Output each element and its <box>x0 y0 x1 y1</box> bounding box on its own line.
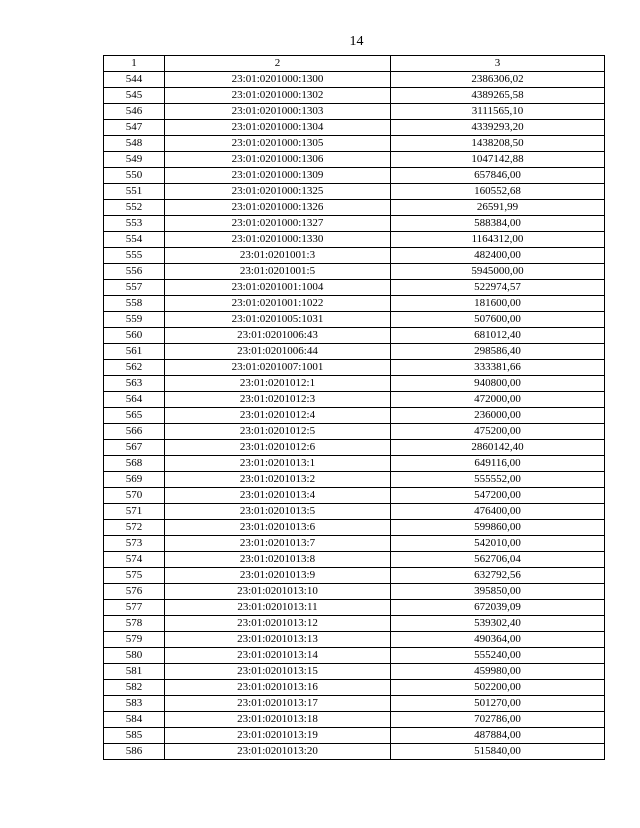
value-cell: 940800,00 <box>391 376 605 392</box>
value-cell: 657846,00 <box>391 168 605 184</box>
table-row <box>104 712 605 728</box>
table-row <box>104 440 605 456</box>
row-number-cell: 567 <box>104 440 165 456</box>
row-number-cell: 549 <box>104 152 165 168</box>
row-number-cell: 552 <box>104 200 165 216</box>
cadastral-number-cell: 23:01:0201013:19 <box>165 728 391 744</box>
row-number-cell: 545 <box>104 88 165 104</box>
table-row <box>104 552 605 568</box>
table-row <box>104 728 605 744</box>
value-cell: 395850,00 <box>391 584 605 600</box>
value-cell: 507600,00 <box>391 312 605 328</box>
value-cell: 539302,40 <box>391 616 605 632</box>
table-row <box>104 696 605 712</box>
page-number: 14 <box>349 34 364 49</box>
table-row <box>104 600 605 616</box>
table-row <box>104 328 605 344</box>
row-number-cell: 561 <box>104 344 165 360</box>
row-number-cell: 554 <box>104 232 165 248</box>
value-cell: 298586,40 <box>391 344 605 360</box>
value-cell: 181600,00 <box>391 296 605 312</box>
value-cell: 4389265,58 <box>391 88 605 104</box>
row-number-cell: 558 <box>104 296 165 312</box>
row-number-cell: 564 <box>104 392 165 408</box>
row-number-cell: 569 <box>104 472 165 488</box>
cadastral-number-cell: 23:01:0201013:12 <box>165 616 391 632</box>
row-number-cell: 571 <box>104 504 165 520</box>
cadastral-number-cell: 23:01:0201013:9 <box>165 568 391 584</box>
table-row <box>104 168 605 184</box>
table-row <box>104 568 605 584</box>
row-number-cell: 568 <box>104 456 165 472</box>
value-cell: 459980,00 <box>391 664 605 680</box>
header-col-3: 3 <box>391 56 605 72</box>
cadastral-number-cell: 23:01:0201013:11 <box>165 600 391 616</box>
table-row <box>104 584 605 600</box>
table-row <box>104 120 605 136</box>
value-cell: 672039,09 <box>391 600 605 616</box>
cadastral-number-cell: 23:01:0201007:1001 <box>165 360 391 376</box>
row-number-cell: 583 <box>104 696 165 712</box>
row-number-cell: 563 <box>104 376 165 392</box>
row-number-cell: 565 <box>104 408 165 424</box>
cadastral-number-cell: 23:01:0201013:5 <box>165 504 391 520</box>
cadastral-number-cell: 23:01:0201013:4 <box>165 488 391 504</box>
table-row <box>104 744 605 760</box>
cadastral-number-cell: 23:01:0201000:1326 <box>165 200 391 216</box>
cadastral-number-cell: 23:01:0201006:44 <box>165 344 391 360</box>
table-row <box>104 72 605 88</box>
value-cell: 632792,56 <box>391 568 605 584</box>
row-number-cell: 574 <box>104 552 165 568</box>
cadastral-number-cell: 23:01:0201000:1330 <box>165 232 391 248</box>
row-number-cell: 581 <box>104 664 165 680</box>
row-number-cell: 544 <box>104 72 165 88</box>
table-row <box>104 408 605 424</box>
row-number-cell: 577 <box>104 600 165 616</box>
table-row <box>104 136 605 152</box>
table-row <box>104 312 605 328</box>
row-number-cell: 575 <box>104 568 165 584</box>
table-row <box>104 488 605 504</box>
cadastral-number-cell: 23:01:0201013:1 <box>165 456 391 472</box>
table-row <box>104 344 605 360</box>
value-cell: 472000,00 <box>391 392 605 408</box>
table-row <box>104 200 605 216</box>
cadastral-number-cell: 23:01:0201000:1302 <box>165 88 391 104</box>
header-col-1: 1 <box>104 56 165 72</box>
row-number-cell: 547 <box>104 120 165 136</box>
cadastral-number-cell: 23:01:0201000:1325 <box>165 184 391 200</box>
value-cell: 1164312,00 <box>391 232 605 248</box>
table-row <box>104 456 605 472</box>
row-number-cell: 557 <box>104 280 165 296</box>
cadastral-number-cell: 23:01:0201006:43 <box>165 328 391 344</box>
cadastral-number-cell: 23:01:0201013:2 <box>165 472 391 488</box>
cadastral-number-cell: 23:01:0201013:20 <box>165 744 391 760</box>
row-number-cell: 546 <box>104 104 165 120</box>
value-cell: 702786,00 <box>391 712 605 728</box>
value-cell: 160552,68 <box>391 184 605 200</box>
value-cell: 555552,00 <box>391 472 605 488</box>
table-row <box>104 264 605 280</box>
cadastral-number-cell: 23:01:0201000:1304 <box>165 120 391 136</box>
cadastral-number-cell: 23:01:0201012:5 <box>165 424 391 440</box>
value-cell: 5945000,00 <box>391 264 605 280</box>
cadastral-number-cell: 23:01:0201000:1306 <box>165 152 391 168</box>
value-cell: 501270,00 <box>391 696 605 712</box>
table-row <box>104 648 605 664</box>
cadastral-number-cell: 23:01:0201013:13 <box>165 632 391 648</box>
row-number-cell: 553 <box>104 216 165 232</box>
value-cell: 515840,00 <box>391 744 605 760</box>
value-cell: 562706,04 <box>391 552 605 568</box>
cadastral-number-cell: 23:01:0201012:4 <box>165 408 391 424</box>
cadastral-number-cell: 23:01:0201013:10 <box>165 584 391 600</box>
value-cell: 1438208,50 <box>391 136 605 152</box>
cadastral-number-cell: 23:01:0201005:1031 <box>165 312 391 328</box>
value-cell: 482400,00 <box>391 248 605 264</box>
row-number-cell: 556 <box>104 264 165 280</box>
table-row <box>104 472 605 488</box>
table-row <box>104 88 605 104</box>
row-number-cell: 566 <box>104 424 165 440</box>
value-cell: 26591,99 <box>391 200 605 216</box>
table-row <box>104 248 605 264</box>
row-number-cell: 572 <box>104 520 165 536</box>
table-row <box>104 616 605 632</box>
table-row <box>104 184 605 200</box>
row-number-cell: 584 <box>104 712 165 728</box>
value-cell: 547200,00 <box>391 488 605 504</box>
cadastral-number-cell: 23:01:0201013:18 <box>165 712 391 728</box>
row-number-cell: 560 <box>104 328 165 344</box>
row-number-cell: 555 <box>104 248 165 264</box>
value-cell: 2860142,40 <box>391 440 605 456</box>
value-cell: 475200,00 <box>391 424 605 440</box>
row-number-cell: 551 <box>104 184 165 200</box>
table-row <box>104 104 605 120</box>
value-cell: 4339293,20 <box>391 120 605 136</box>
table-row <box>104 376 605 392</box>
table-row <box>104 520 605 536</box>
row-number-cell: 576 <box>104 584 165 600</box>
cadastral-number-cell: 23:01:0201013:7 <box>165 536 391 552</box>
cadastral-number-cell: 23:01:0201012:1 <box>165 376 391 392</box>
row-number-cell: 580 <box>104 648 165 664</box>
row-number-cell: 548 <box>104 136 165 152</box>
value-cell: 681012,40 <box>391 328 605 344</box>
value-cell: 599860,00 <box>391 520 605 536</box>
value-cell: 2386306,02 <box>391 72 605 88</box>
row-number-cell: 585 <box>104 728 165 744</box>
table-row <box>104 424 605 440</box>
cadastral-number-cell: 23:01:0201000:1303 <box>165 104 391 120</box>
table-row <box>104 360 605 376</box>
value-cell: 649116,00 <box>391 456 605 472</box>
table-row <box>104 536 605 552</box>
cadastral-number-cell: 23:01:0201001:5 <box>165 264 391 280</box>
cadastral-number-cell: 23:01:0201013:14 <box>165 648 391 664</box>
cadastral-number-cell: 23:01:0201013:15 <box>165 664 391 680</box>
cadastral-number-cell: 23:01:0201001:1004 <box>165 280 391 296</box>
value-cell: 3111565,10 <box>391 104 605 120</box>
table-row <box>104 152 605 168</box>
value-cell: 555240,00 <box>391 648 605 664</box>
table-row <box>104 296 605 312</box>
cadastral-number-cell: 23:01:0201012:3 <box>165 392 391 408</box>
value-cell: 236000,00 <box>391 408 605 424</box>
value-cell: 333381,66 <box>391 360 605 376</box>
row-number-cell: 573 <box>104 536 165 552</box>
table-header <box>104 56 605 72</box>
row-number-cell: 579 <box>104 632 165 648</box>
cadastral-number-cell: 23:01:0201013:16 <box>165 680 391 696</box>
data-table <box>103 55 605 760</box>
cadastral-number-cell: 23:01:0201013:17 <box>165 696 391 712</box>
table-row <box>104 680 605 696</box>
cadastral-number-cell: 23:01:0201000:1300 <box>165 72 391 88</box>
value-cell: 588384,00 <box>391 216 605 232</box>
row-number-cell: 586 <box>104 744 165 760</box>
cadastral-number-cell: 23:01:0201013:6 <box>165 520 391 536</box>
cadastral-number-cell: 23:01:0201013:8 <box>165 552 391 568</box>
row-number-cell: 570 <box>104 488 165 504</box>
value-cell: 502200,00 <box>391 680 605 696</box>
value-cell: 542010,00 <box>391 536 605 552</box>
cadastral-number-cell: 23:01:0201012:6 <box>165 440 391 456</box>
table-row <box>104 632 605 648</box>
value-cell: 476400,00 <box>391 504 605 520</box>
table-row <box>104 232 605 248</box>
table-row <box>104 392 605 408</box>
value-cell: 1047142,88 <box>391 152 605 168</box>
table-body <box>104 72 605 760</box>
header-col-2: 2 <box>165 56 391 72</box>
row-number-cell: 550 <box>104 168 165 184</box>
cadastral-number-cell: 23:01:0201001:3 <box>165 248 391 264</box>
cadastral-number-cell: 23:01:0201000:1305 <box>165 136 391 152</box>
value-cell: 490364,00 <box>391 632 605 648</box>
row-number-cell: 559 <box>104 312 165 328</box>
table-row <box>104 216 605 232</box>
table-row <box>104 664 605 680</box>
table-row <box>104 504 605 520</box>
cadastral-number-cell: 23:01:0201001:1022 <box>165 296 391 312</box>
value-cell: 487884,00 <box>391 728 605 744</box>
header-row <box>104 56 605 72</box>
cadastral-number-cell: 23:01:0201000:1327 <box>165 216 391 232</box>
table-row <box>104 280 605 296</box>
row-number-cell: 582 <box>104 680 165 696</box>
row-number-cell: 562 <box>104 360 165 376</box>
cadastral-number-cell: 23:01:0201000:1309 <box>165 168 391 184</box>
row-number-cell: 578 <box>104 616 165 632</box>
value-cell: 522974,57 <box>391 280 605 296</box>
